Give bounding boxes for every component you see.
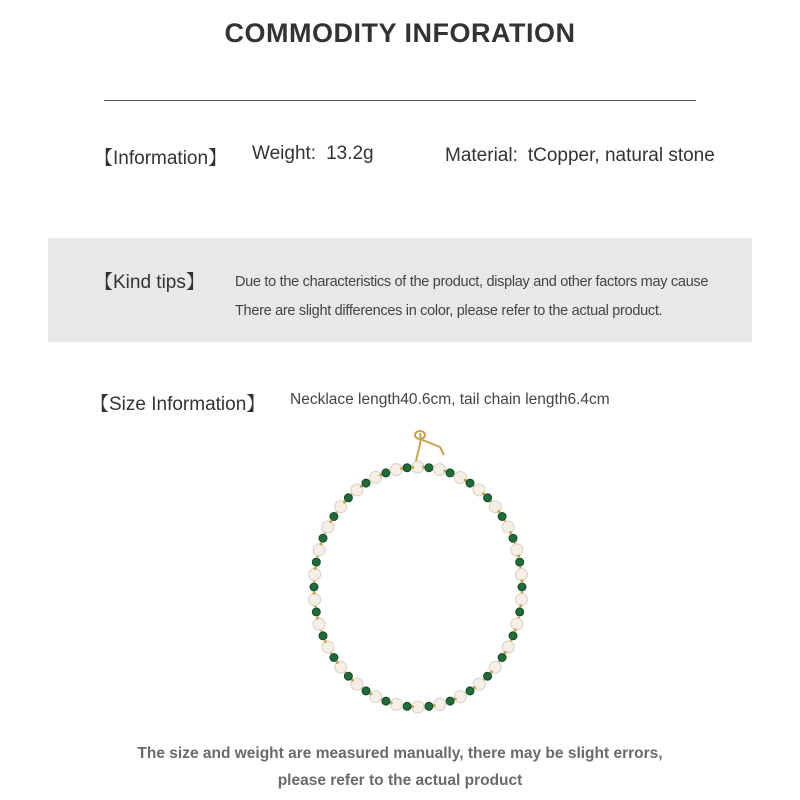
gold-spacer-bead [519, 604, 522, 607]
green-stone-bead [319, 632, 327, 640]
pearl-bead [454, 471, 466, 483]
gold-spacer-bead [517, 554, 520, 557]
green-stone-bead [425, 464, 433, 472]
green-stone-bead [403, 702, 411, 710]
pearl-bead [454, 691, 466, 703]
size-information-text: Necklace length40.6cm, tail chain length6.4cm [290, 391, 610, 408]
gold-spacer-bead [319, 543, 322, 546]
green-stone-bead [310, 583, 318, 591]
pearl-bead [313, 618, 325, 630]
gold-spacer-bead [411, 466, 414, 469]
footer-line-1: The size and weight are measured manually, there may be slight errors, [137, 745, 663, 762]
green-stone-bead [484, 672, 492, 680]
pearl-bead [502, 641, 514, 653]
gold-spacer-bead [314, 567, 317, 570]
pearl-bead [309, 569, 321, 581]
gold-spacer-bead [504, 651, 507, 654]
pearl-bead [390, 464, 402, 476]
page-title: COMMODITY INFORATION [224, 18, 576, 48]
green-stone-bead [330, 654, 338, 662]
pearl-bead [511, 544, 523, 556]
green-stone-bead [330, 513, 338, 521]
green-stone-bead [382, 469, 390, 477]
green-stone-bead [312, 608, 320, 616]
green-stone-bead [484, 494, 492, 502]
gold-spacer-bead [329, 520, 332, 523]
pearl-bead [313, 544, 325, 556]
green-stone-bead [403, 464, 411, 472]
green-stone-bead [362, 479, 370, 487]
pearl-bead [322, 521, 334, 533]
green-stone-bead [509, 632, 517, 640]
pearl-bead [515, 569, 527, 581]
gold-spacer-bead [313, 592, 316, 595]
material-label: Material: [445, 145, 518, 166]
necklace-product-image [290, 425, 540, 715]
footer-line-2: please refer to the actual product [277, 772, 523, 789]
pearl-bead [370, 471, 382, 483]
green-stone-bead [382, 697, 390, 705]
gold-spacer-bead [497, 510, 500, 513]
pearl-bead [434, 464, 446, 476]
information-label: 【Information】 [94, 148, 228, 169]
green-stone-bead [446, 469, 454, 477]
pearl-bead [515, 594, 527, 606]
kind-tips-text [235, 268, 708, 326]
gold-spacer-bead [324, 640, 327, 643]
pearl-bead [370, 691, 382, 703]
pearl-bead [502, 521, 514, 533]
weight-spec [252, 143, 374, 165]
green-stone-bead [498, 513, 506, 521]
green-stone-bead [446, 697, 454, 705]
size-information-label: 【Size Information】 [90, 394, 266, 415]
gold-spacer-bead [336, 661, 339, 664]
green-stone-bead [509, 534, 517, 542]
footer-note [0, 740, 800, 794]
lobster-clasp [420, 439, 444, 455]
pearl-bead [390, 698, 402, 710]
weight-label: Weight: [252, 143, 317, 164]
gold-spacer-bead [520, 579, 523, 582]
gold-spacer-bead [316, 617, 319, 620]
weight-value: 13.2g [326, 143, 374, 164]
green-stone-bead [425, 702, 433, 710]
material-spec [445, 145, 715, 167]
pearl-bead [434, 698, 446, 710]
gold-spacer-bead [509, 531, 512, 534]
title-divider [104, 100, 696, 101]
green-stone-bead [498, 654, 506, 662]
green-stone-bead [516, 608, 524, 616]
material-value: tCopper, natural stone [527, 145, 715, 166]
green-stone-bead [344, 672, 352, 680]
green-stone-bead [312, 558, 320, 566]
kind-tips-line-2: There are slight differences in color, please refer to the actual product. [235, 303, 663, 319]
green-stone-bead [518, 583, 526, 591]
kind-tips-line-1: Due to the characteristics of the product, display and other factors may cause [235, 274, 709, 290]
pearl-bead [309, 594, 321, 606]
necklace-chain [415, 431, 444, 461]
gold-spacer-bead [514, 629, 517, 632]
green-stone-bead [466, 479, 474, 487]
green-stone-bead [319, 534, 327, 542]
green-stone-bead [344, 494, 352, 502]
bead-strand [309, 461, 528, 713]
green-stone-bead [466, 687, 474, 695]
green-stone-bead [516, 558, 524, 566]
green-stone-bead [362, 687, 370, 695]
pearl-bead [511, 618, 523, 630]
pearl-bead [322, 641, 334, 653]
kind-tips-label: 【Kind tips】 [94, 272, 205, 293]
